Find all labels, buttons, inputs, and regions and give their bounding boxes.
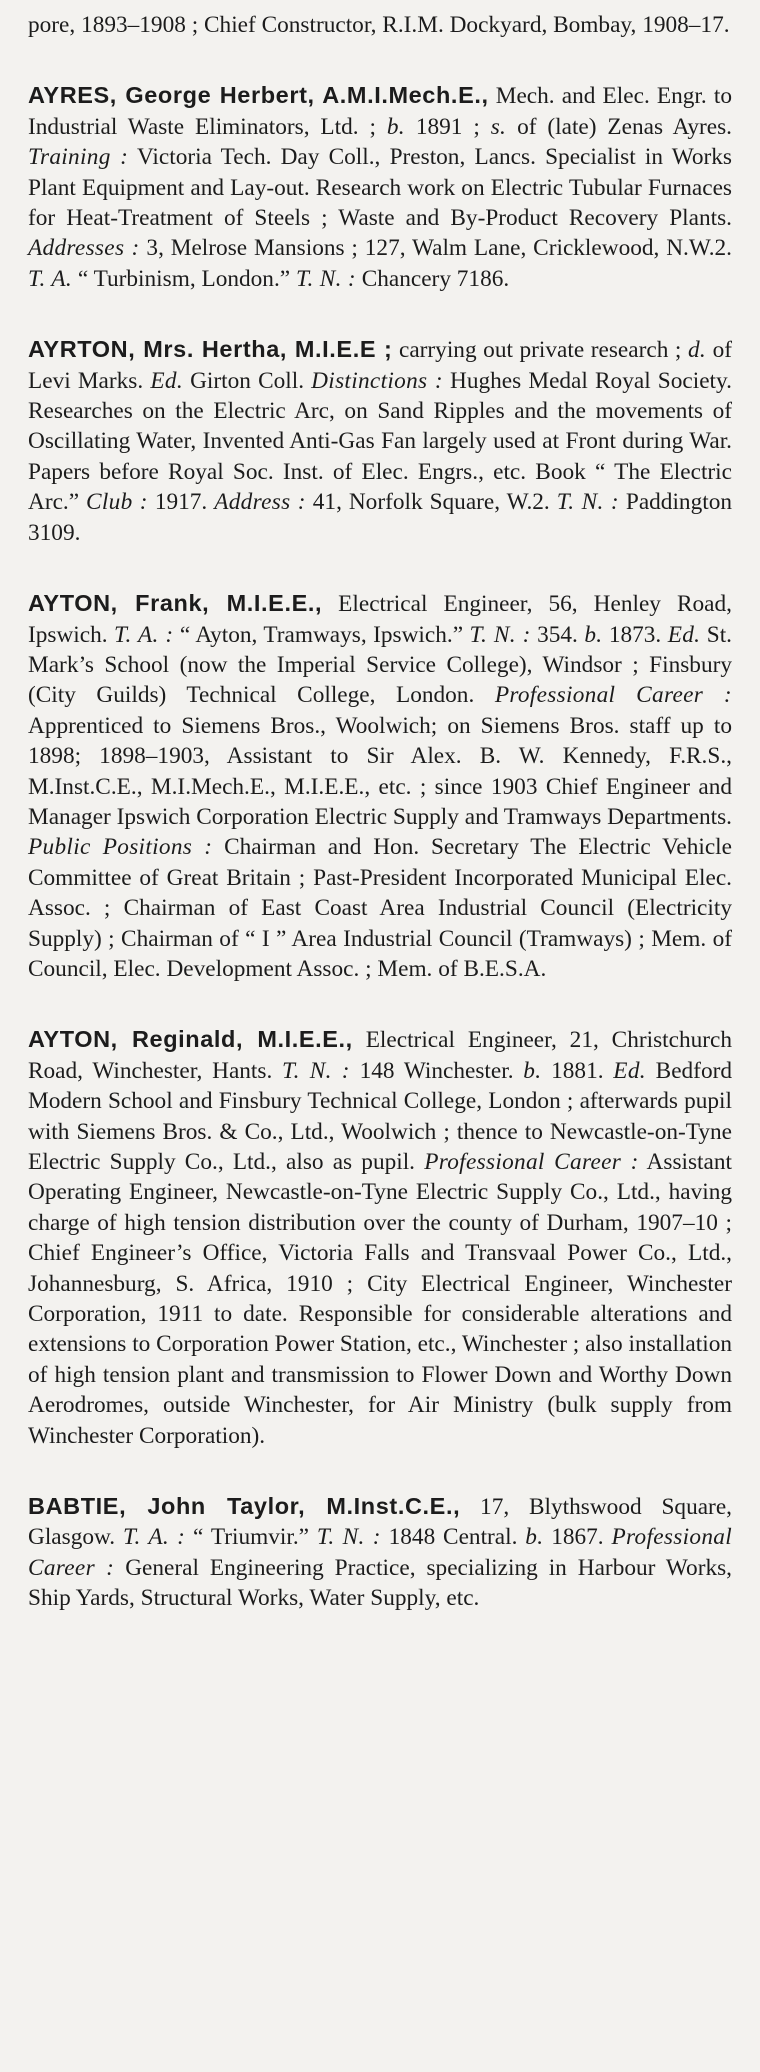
education-label: Ed.: [667, 621, 701, 648]
entry-text: Bedford Modern School and Finsbury Technical College, London ; afterwards pupil with Siemens Bros. & Co., Ltd., Woolwich ; thence to Newcastle-on-Tyne Electric Supply Co., Ltd., also as pupil.: [28, 1057, 732, 1175]
entry-name: AYRES, George Herbert, A.M.I.Mech.E.,: [28, 82, 489, 109]
career-label: Professional Career :: [424, 1149, 639, 1175]
entry-text: Paddington 3109.: [28, 489, 732, 546]
entry-text: Electrical Engineer, 21, Christchurch Road, Winchester, Hants.: [28, 1027, 733, 1084]
entry-text: 1891 ;: [404, 113, 491, 140]
daughter-label: d.: [687, 337, 707, 364]
entry-text: Girton Coll.: [182, 367, 312, 394]
entry-text: Hughes Medal Royal Society. Researches on the Electric Arc, on Sand Ripples and the movements of Oscillating Water, Invented Anti-Gas Fan largely used at Front during War. Papers before Royal Soc. Inst. of Elec. Engrs., etc. Book “ The Electric Arc.”: [28, 367, 732, 516]
telephone-number-label: T. N. :: [316, 1524, 381, 1551]
entry-text: “ Ayton, Tramways, Ipswich.”: [173, 621, 470, 648]
entry-text: Chancery 7186.: [355, 265, 510, 292]
entry-ayton-frank: [28, 588, 732, 984]
entry-text: of Levi Marks.: [28, 337, 733, 394]
entry-text: 1867.: [543, 1524, 612, 1551]
entry-ayres-george-herbert: [28, 80, 732, 294]
career-label: Professional Career :: [494, 682, 732, 709]
training-label: Training :: [28, 144, 129, 171]
telegraphic-address-label: T. A. :: [122, 1524, 186, 1551]
telegraphic-address-label: T. A. :: [114, 621, 174, 648]
entry-text: 3, Melrose Mansions ; 127, Walm Lane, Cricklewood, N.W.2.: [139, 235, 732, 262]
entry-name: AYTON, Frank, M.I.E.E.,: [28, 590, 323, 617]
entry-name: AYRTON, Mrs. Hertha, M.I.E.E ;: [28, 336, 393, 363]
entry-text: Apprenticed to Siemens Bros., Woolwich; on Siemens Bros. staff up to 1898; 1898–1903, Assistant to Sir Alex. B. W. Kennedy, F.R.S., M.Inst.C.E., M.I.Mech.E., M.I.E.E., etc. ; since 1903 Chief Engineer and Manager Ipswich Corporation Electric Supply and Tramways Departments.: [28, 712, 732, 830]
education-label: Ed.: [150, 367, 183, 394]
address-label: Address :: [214, 489, 306, 516]
born-label: b.: [386, 113, 405, 140]
entry-text: 41, Norfolk Square, W.2.: [305, 489, 557, 516]
club-label: Club :: [86, 489, 148, 516]
education-label: Ed.: [613, 1057, 646, 1084]
career-label: Professional Career :: [28, 1524, 733, 1581]
born-label: b.: [525, 1524, 544, 1551]
public-positions-label: Public Positions :: [28, 834, 213, 861]
telephone-number-label: T. N. :: [295, 265, 356, 292]
entry-text: St. Mark’s School (now the Imperial Service College), Windsor ; Finsbury (City Guilds) Technical College, London.: [28, 621, 733, 709]
entry-text: Chairman and Hon. Secretary The Electric Vehicle Committee of Great Britain ; Past-President Incorporated Municipal Elec. Assoc. ; Chairman of East Coast Area Industrial Council (Electricity Supply) ; Chairman of “ I ” Area Industrial Council (Tramways) ; Mem. of Council, Elec. Development Assoc. ; Mem. of B.E.S.A.: [28, 834, 732, 982]
entry-text: 148 Winchester.: [349, 1057, 524, 1084]
addresses-label: Addresses :: [28, 235, 140, 262]
entry-babtie-john-taylor: [28, 1491, 732, 1614]
entry-text: carrying out private research ;: [392, 337, 688, 364]
entry-name: BABTIE, John Taylor, M.Inst.C.E.,: [28, 1493, 461, 1520]
distinctions-label: Distinctions :: [311, 367, 443, 394]
born-label: b.: [584, 621, 603, 648]
telephone-number-label: T. N. :: [556, 489, 619, 516]
entry-text: “ Turbinism, London.”: [72, 265, 296, 292]
entry-ayrton-hertha: [28, 334, 732, 548]
son-label: s.: [490, 113, 507, 140]
entry-text: 1848 Central.: [380, 1524, 526, 1551]
entry-text: 1881.: [541, 1057, 614, 1084]
entry-text: Electrical Engineer, 56, Henley Road, Ipswich.: [28, 591, 732, 648]
telephone-number-label: T. N. :: [469, 621, 531, 648]
entry-text: “ Triumvir.”: [185, 1524, 317, 1551]
entry-text: pore, 1893–1908 ; Chief Constructor, R.I.M. Dockyard, Bombay, 1908–17.: [28, 12, 730, 38]
entry-text: of (late) Zenas Ayres.: [506, 113, 732, 140]
entry-text: Mech. and Elec. Engr. to Industrial Waste Eliminators, Ltd. ;: [28, 83, 733, 140]
entry-text: 1873.: [602, 621, 668, 648]
entry-text: 1917.: [147, 489, 215, 516]
telegraphic-address-label: T. A.: [28, 265, 73, 292]
entry-text: General Engineering Practice, specializing in Harbour Works, Ship Yards, Structural Works, Water Supply, etc.: [28, 1554, 732, 1612]
born-label: b.: [523, 1057, 542, 1084]
entry-text: Victoria Tech. Day Coll., Preston, Lancs. Specialist in Works Plant Equipment and Lay-out. Research work on Electric Tubular Furnaces for Heat-Treatment of Steels ; Waste and By-Product Recovery Plants.: [28, 144, 732, 232]
entry-continuation: [28, 10, 732, 40]
entry-name: AYTON, Reginald, M.I.E.E.,: [28, 1026, 353, 1053]
entry-text: 354.: [530, 621, 585, 648]
entry-ayton-reginald: [28, 1024, 732, 1451]
entry-text: 17, Blythswood Square, Glasgow.: [28, 1494, 732, 1551]
entry-text: Assistant Operating Engineer, Newcastle-on-Tyne Electric Supply Co., Ltd., having charge of high tension distribution over the county of Durham, 1907–10 ; Chief Engineer’s Office, Victoria Falls and Transvaal Power Co., Ltd., Johannesburg, S. Africa, 1910 ; City Electrical Engineer, Winchester Corporation, 1911 to date. Responsible for considerable alterations and extensions to Corporation Power Station, etc., Winchester ; also installation of high tension plant and transmission to Flower Down and Worthy Down Aerodromes, outside Winchester, for Air Ministry (bulk supply from Winchester Corporation).: [28, 1149, 732, 1449]
directory-page: [28, 10, 732, 1654]
telephone-number-label: T. N. :: [282, 1057, 350, 1084]
